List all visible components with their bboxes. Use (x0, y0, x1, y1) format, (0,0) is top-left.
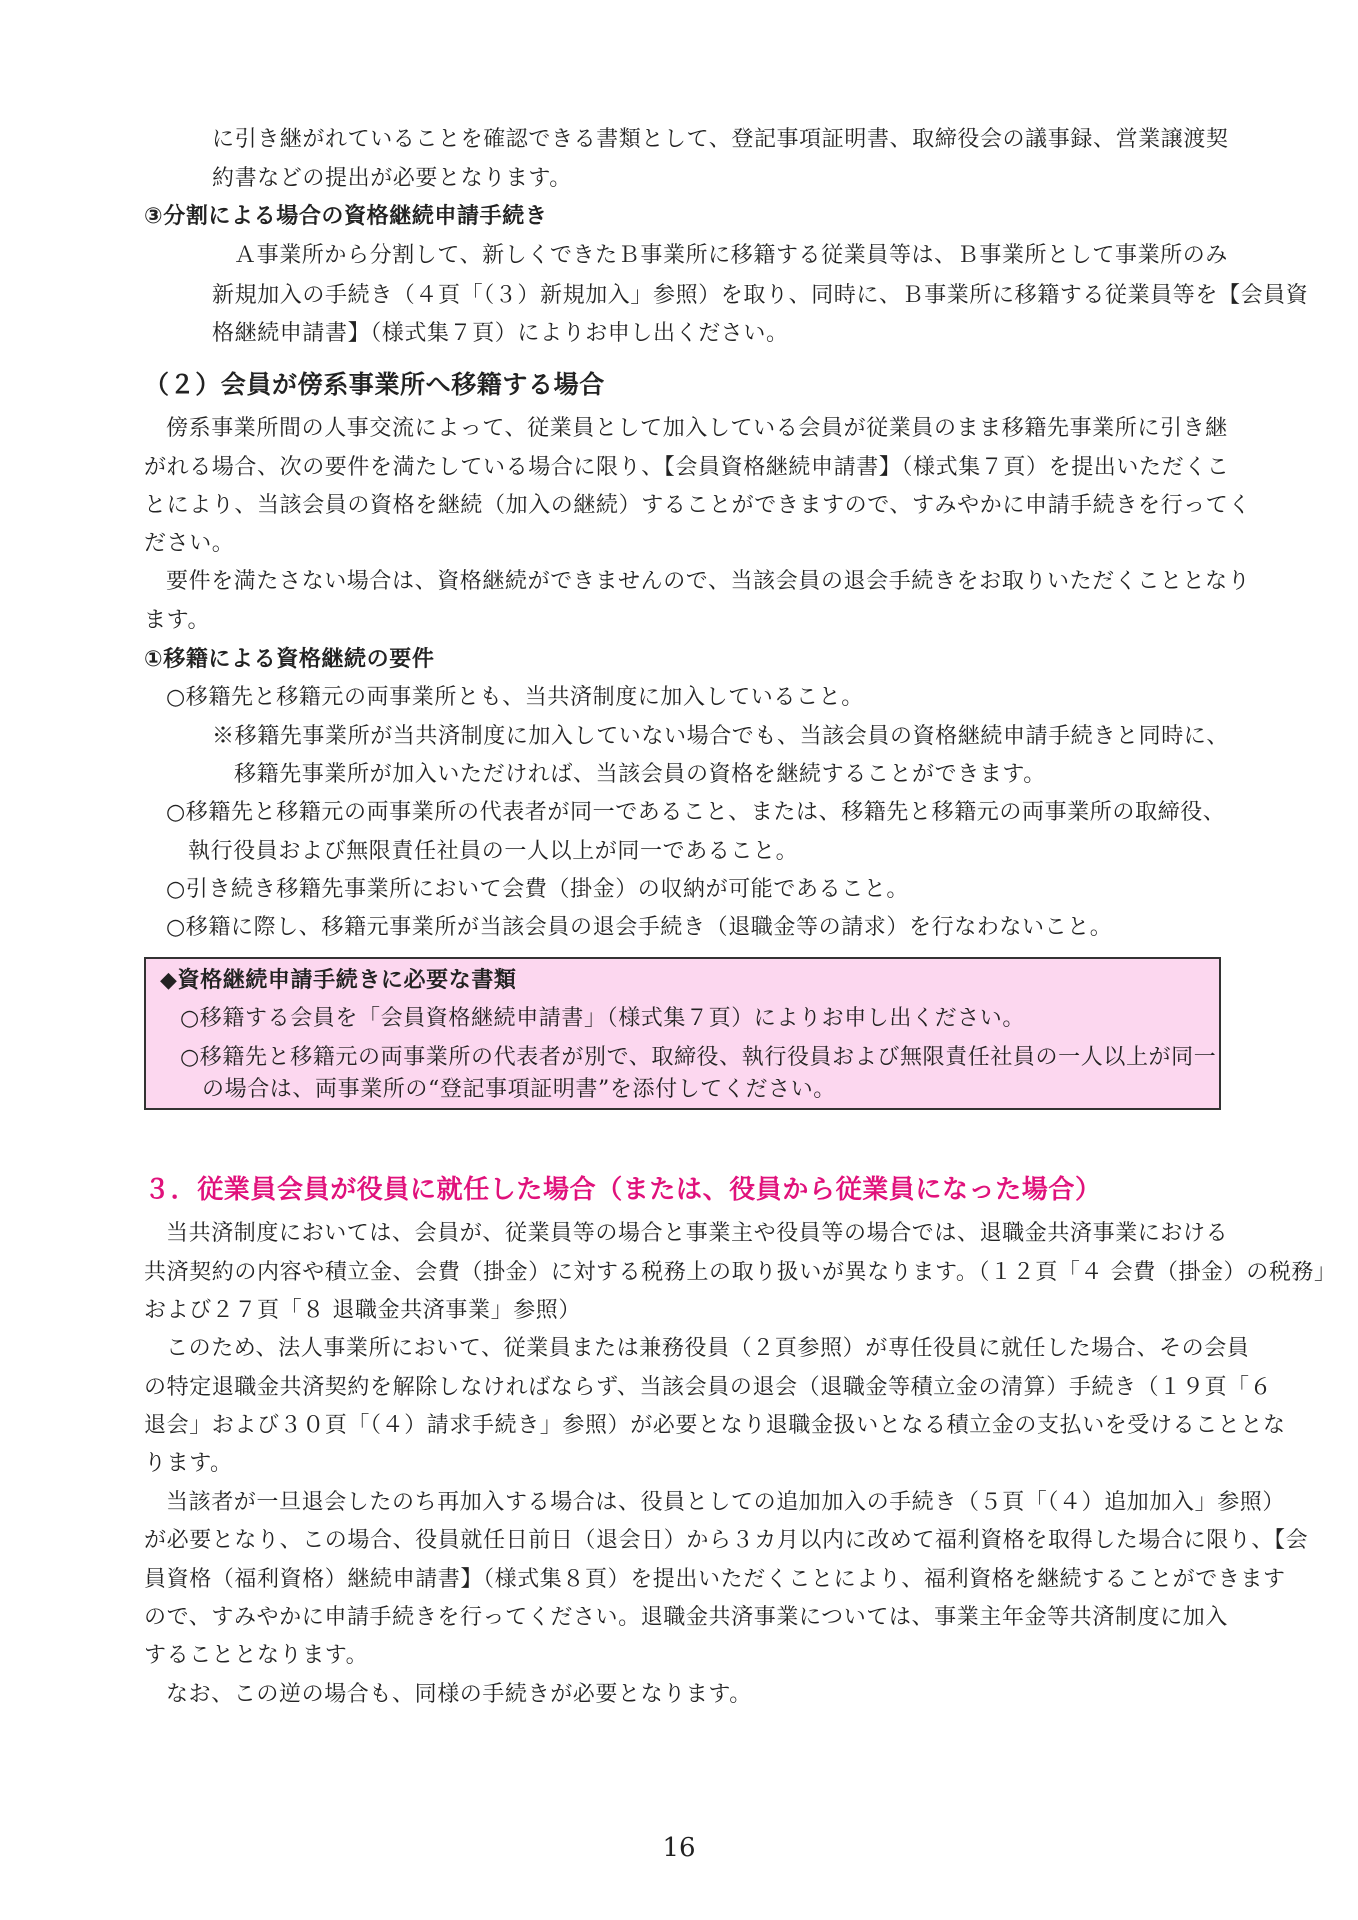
section3-p2-line-2: の特定退職金共済契約を解除しなければならず、当該会員の退会（退職金等積立金の清算）手続き（１９頁「６ (144, 1375, 1273, 1400)
split-line-2: 新規加入の手続き（４頁「（３）新規加入」参照）を取り、同時に、Ｂ事業所に移籍する従業員等を【会員資 (212, 283, 1309, 308)
section3-heading: ３．従業員会員が役員に就任した場合（または、役員から従業員になった場合） (144, 1175, 1102, 1205)
section3-p3-line-3: 員資格（福利資格）継続申請書】（様式集８頁）を提出いただくことにより、福利資格を継続することができます (144, 1567, 1286, 1592)
requirement-3: ○引き続き移籍先事業所において会費（掛金）の収納が可能であること。 (166, 877, 909, 902)
section2-p1-line-2: がれる場合、次の要件を満たしている場合に限り、【会員資格継続申請書】（様式集７頁）を提出いただくこ (144, 455, 1230, 480)
notebox-item-2-line-1: ○移籍先と移籍元の両事業所の代表者が別で、取締役、執行役員および無限責任社員の一人以上が同一 (180, 1045, 1217, 1070)
section3-p1-line-2: 共済契約の内容や積立金、会費（掛金）に対する税務上の取り扱いが異なります。（１２頁「４ 会費（掛金）の税務」 (144, 1260, 1337, 1285)
section2-p1-line-4: ださい。 (144, 531, 235, 556)
requirement-1: ○移籍先と移籍元の両事業所とも、当共済制度に加入していること。 (166, 685, 864, 710)
section2-p2-line-2: ます。 (144, 608, 211, 633)
notebox-item-1: ○移籍する会員を「会員資格継続申請書」（様式集７頁）によりお申し出ください。 (180, 1006, 1025, 1031)
section3-p3-line-2: が必要となり、この場合、役員就任日前日（退会日）から３カ月以内に改めて福利資格を取得した場合に限り、【会 (144, 1528, 1309, 1553)
section3-p3-line-1: 当該者が一旦退会したのち再加入する場合は、役員としての追加加入の手続き（５頁「（４）追加加入」参照） (166, 1490, 1286, 1515)
section3-p1-line-1: 当共済制度においては、会員が、従業員等の場合と事業主や役員等の場合では、退職金共済事業における (166, 1221, 1229, 1246)
required-documents-box (144, 957, 1221, 1110)
section3-p2-line-4: ります。 (144, 1451, 233, 1476)
requirement-4: ○移籍に際し、移籍元事業所が当該会員の退会手続き（退職金等の請求）を行なわないこと。 (166, 915, 1113, 940)
intro-line-1: に引き継がれていることを確認できる書類として、登記事項証明書、取締役会の議事録、営業譲渡契 (212, 127, 1229, 152)
split-line-1: Ａ事業所から分割して、新しくできたＢ事業所に移籍する従業員等は、Ｂ事業所として事業所のみ (234, 243, 1228, 268)
section3-p3-line-5: することとなります。 (144, 1643, 369, 1668)
section3-p4: なお、この逆の場合も、同様の手続きが必要となります。 (166, 1682, 752, 1707)
split-line-3: 格継続申請書】（様式集７頁）によりお申し出ください。 (212, 321, 789, 346)
split-heading: ③分割による場合の資格継続申請手続き (144, 204, 548, 229)
requirement-1-note-line-2: 移籍先事業所が加入いただければ、当該会員の資格を継続することができます。 (234, 762, 1046, 787)
notebox-item-2-line-2: の場合は、両事業所の“登記事項証明書”を添付してください。 (202, 1077, 836, 1102)
section2-p2-line-1: 要件を満たさない場合は、資格継続ができませんので、当該会員の退会手続きをお取りいただくこととなり (166, 569, 1251, 594)
section3-p2-line-1: このため、法人事業所において、従業員または兼務役員（２頁参照）が専任役員に就任した場合、その会員 (166, 1336, 1250, 1361)
notebox-title: ◆資格継続申請手続きに必要な書類 (160, 968, 517, 993)
requirement-2-line-2: 執行役員および無限責任社員の一人以上が同一であること。 (188, 839, 799, 864)
section3-p2-line-3: 退会」および３０頁「（４）請求手続き」参照）が必要となり退職金扱いとなる積立金の支払いを受けることとな (144, 1413, 1286, 1438)
section3-p1-line-3: および２７頁「８ 退職金共済事業」参照） (144, 1298, 581, 1323)
intro-line-2: 約書などの提出が必要となります。 (212, 166, 572, 191)
requirement-1-note-line-1: ※移籍先事業所が当共済制度に加入していない場合でも、当該会員の資格継続申請手続きと同時に、 (212, 724, 1230, 749)
section2-p1-line-1: 傍系事業所間の人事交流によって、従業員として加入している会員が従業員のまま移籍先事業所に引き継 (166, 416, 1228, 441)
section3-p3-line-4: ので、すみやかに申請手続きを行ってください。退職金共済事業については、事業主年金等共済制度に加入 (144, 1605, 1228, 1630)
page-number: 16 (662, 1833, 696, 1863)
section2-p1-line-3: とにより、当該会員の資格を継続（加入の継続）することができますので、すみやかに申請手続きを行ってく (144, 493, 1251, 518)
requirements-heading: ①移籍による資格継続の要件 (144, 647, 435, 672)
requirement-2-line-1: ○移籍先と移籍元の両事業所の代表者が同一であること、または、移籍先と移籍元の両事業所の取締役、 (166, 800, 1226, 825)
section2-heading: （２）会員が傍系事業所へ移籍する場合 (144, 370, 605, 399)
